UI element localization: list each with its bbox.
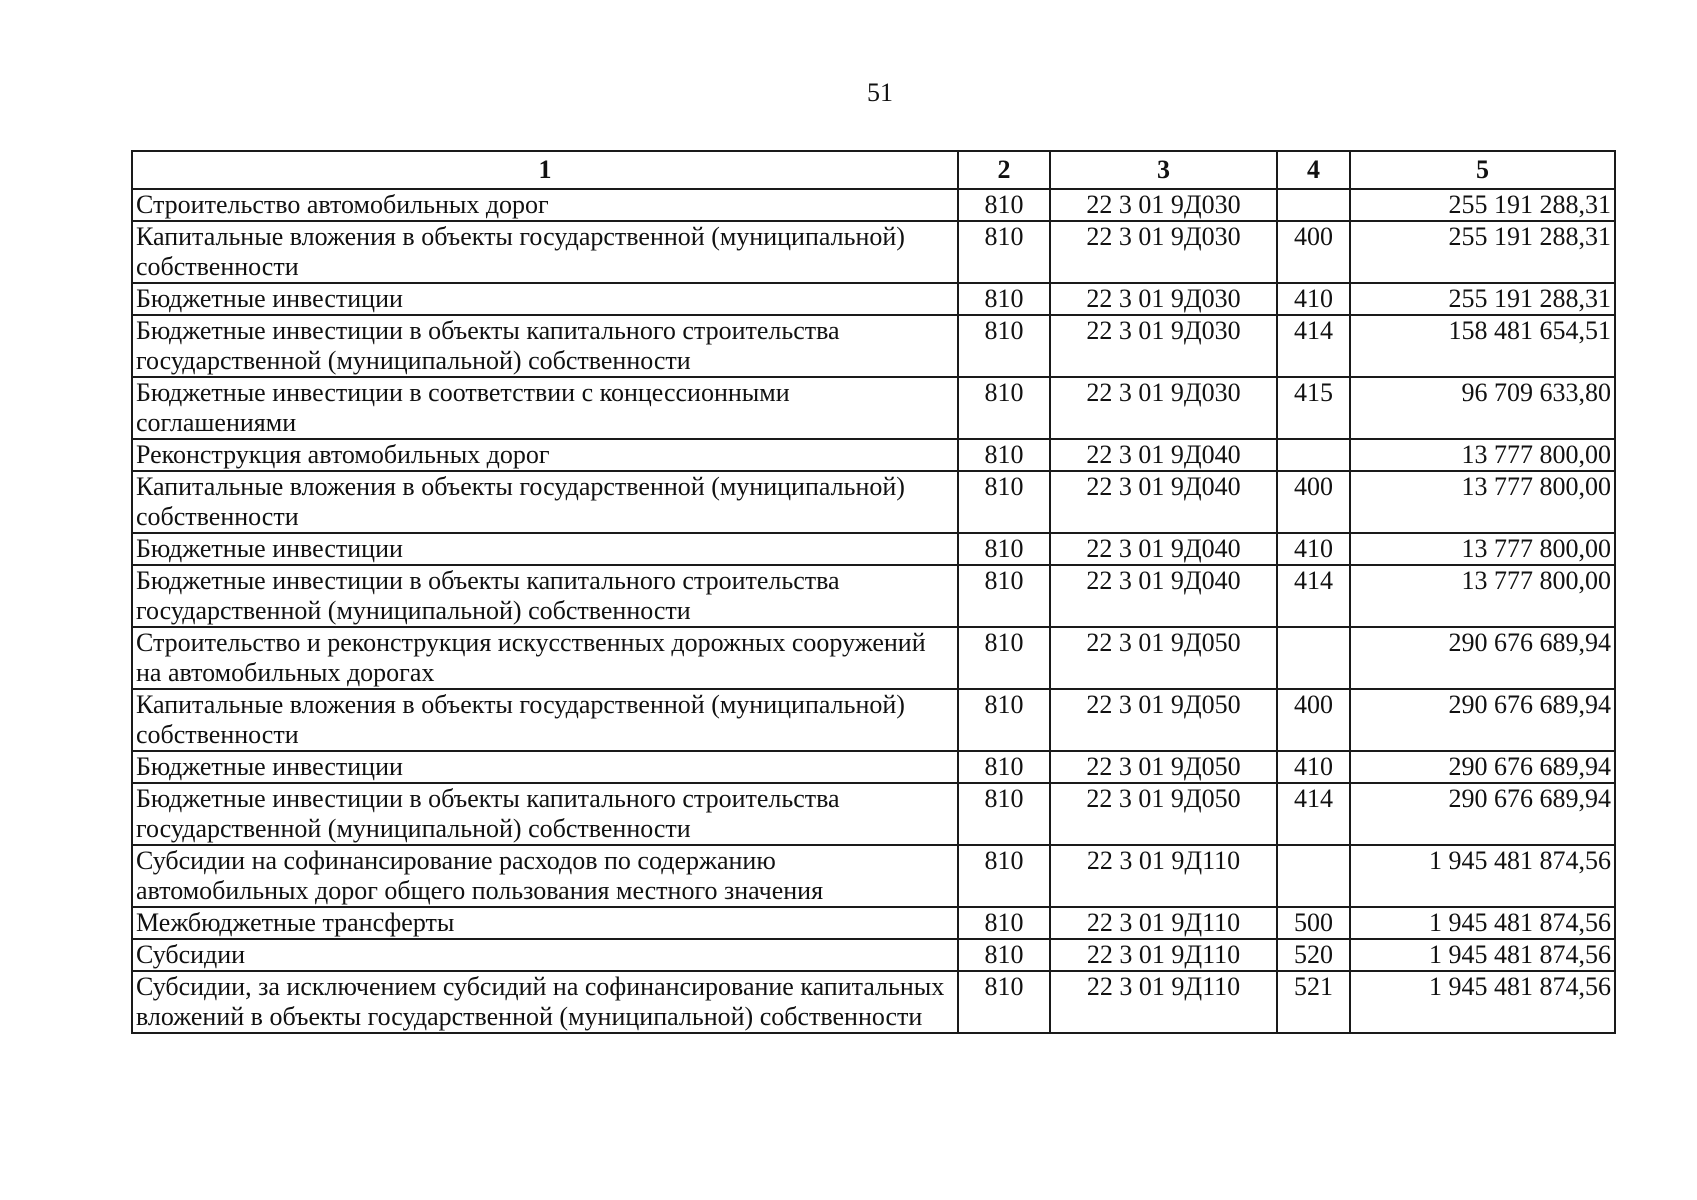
- row-name-cell: Реконструкция автомобильных дорог: [132, 439, 958, 471]
- table-row: [132, 689, 1615, 751]
- row-col5-cell: 1 945 481 874,56: [1350, 907, 1615, 939]
- row-name-cell: Субсидии на софинансирование расходов по содержанию автомобильных дорог общего пользования местного значения: [132, 845, 958, 907]
- row-col4-cell: [1277, 845, 1350, 907]
- row-col4-cell: [1277, 189, 1350, 221]
- table-body: [132, 189, 1615, 1033]
- row-col3-cell: 22 3 01 9Д030: [1050, 283, 1277, 315]
- row-name-cell: Бюджетные инвестиции в объекты капитального строительства государственной (муниципальной) собственности: [132, 315, 958, 377]
- table-row: [132, 439, 1615, 471]
- row-col5-cell: 290 676 689,94: [1350, 627, 1615, 689]
- row-name-cell: Бюджетные инвестиции: [132, 283, 958, 315]
- row-col2-cell: 810: [958, 627, 1050, 689]
- row-col2-cell: 810: [958, 783, 1050, 845]
- row-col2-cell: 810: [958, 751, 1050, 783]
- row-col5-cell: 290 676 689,94: [1350, 751, 1615, 783]
- row-col4-cell: 414: [1277, 783, 1350, 845]
- row-col4-cell: 500: [1277, 907, 1350, 939]
- row-name-cell: Бюджетные инвестиции в соответствии с концессионными соглашениями: [132, 377, 958, 439]
- row-col2-cell: 810: [958, 471, 1050, 533]
- table-row: [132, 315, 1615, 377]
- table-row: [132, 907, 1615, 939]
- row-name-cell: Межбюджетные трансферты: [132, 907, 958, 939]
- header-col-4: 4: [1277, 151, 1350, 189]
- budget-table: [131, 150, 1616, 1034]
- row-col2-cell: 810: [958, 221, 1050, 283]
- table-row: [132, 221, 1615, 283]
- row-col3-cell: 22 3 01 9Д030: [1050, 221, 1277, 283]
- table-row: [132, 783, 1615, 845]
- row-name-cell: Бюджетные инвестиции: [132, 751, 958, 783]
- row-name-cell: Капитальные вложения в объекты государственной (муниципальной) собственности: [132, 221, 958, 283]
- row-col3-cell: 22 3 01 9Д030: [1050, 189, 1277, 221]
- row-col3-cell: 22 3 01 9Д110: [1050, 907, 1277, 939]
- row-col5-cell: 13 777 800,00: [1350, 471, 1615, 533]
- row-col3-cell: 22 3 01 9Д050: [1050, 689, 1277, 751]
- table-row: [132, 971, 1615, 1033]
- table-row: [132, 565, 1615, 627]
- table-row: [132, 939, 1615, 971]
- row-name-cell: Субсидии, за исключением субсидий на софинансирование капитальных вложений в объекты государственной (муниципальной) собственности: [132, 971, 958, 1033]
- row-col3-cell: 22 3 01 9Д040: [1050, 471, 1277, 533]
- row-col3-cell: 22 3 01 9Д110: [1050, 939, 1277, 971]
- row-col3-cell: 22 3 01 9Д040: [1050, 439, 1277, 471]
- header-col-2: 2: [958, 151, 1050, 189]
- row-col4-cell: [1277, 627, 1350, 689]
- row-col3-cell: 22 3 01 9Д110: [1050, 845, 1277, 907]
- row-col4-cell: 400: [1277, 471, 1350, 533]
- row-col3-cell: 22 3 01 9Д110: [1050, 971, 1277, 1033]
- row-name-cell: Бюджетные инвестиции в объекты капитального строительства государственной (муниципальной) собственности: [132, 565, 958, 627]
- row-col5-cell: 255 191 288,31: [1350, 221, 1615, 283]
- row-col2-cell: 810: [958, 907, 1050, 939]
- table-row: [132, 189, 1615, 221]
- table-row: [132, 377, 1615, 439]
- header-col-1: 1: [132, 151, 958, 189]
- row-name-cell: Бюджетные инвестиции в объекты капитального строительства государственной (муниципальной) собственности: [132, 783, 958, 845]
- row-col3-cell: 22 3 01 9Д040: [1050, 565, 1277, 627]
- row-col4-cell: 400: [1277, 689, 1350, 751]
- row-col4-cell: 410: [1277, 283, 1350, 315]
- table-header-row: [132, 151, 1615, 189]
- row-col2-cell: 810: [958, 189, 1050, 221]
- row-col2-cell: 810: [958, 689, 1050, 751]
- row-col2-cell: 810: [958, 315, 1050, 377]
- row-col5-cell: 255 191 288,31: [1350, 283, 1615, 315]
- row-col4-cell: 521: [1277, 971, 1350, 1033]
- header-col-5: 5: [1350, 151, 1615, 189]
- row-col5-cell: 1 945 481 874,56: [1350, 939, 1615, 971]
- row-col3-cell: 22 3 01 9Д050: [1050, 627, 1277, 689]
- row-col2-cell: 810: [958, 971, 1050, 1033]
- row-col2-cell: 810: [958, 283, 1050, 315]
- table-row: [132, 283, 1615, 315]
- row-col3-cell: 22 3 01 9Д030: [1050, 377, 1277, 439]
- table-row: [132, 627, 1615, 689]
- header-col-3: 3: [1050, 151, 1277, 189]
- row-col2-cell: 810: [958, 533, 1050, 565]
- row-col2-cell: 810: [958, 939, 1050, 971]
- row-col2-cell: 810: [958, 439, 1050, 471]
- row-col4-cell: 410: [1277, 751, 1350, 783]
- row-col4-cell: 520: [1277, 939, 1350, 971]
- row-col2-cell: 810: [958, 845, 1050, 907]
- row-name-cell: Строительство и реконструкция искусственных дорожных сооружений на автомобильных дорогах: [132, 627, 958, 689]
- row-col5-cell: 1 945 481 874,56: [1350, 845, 1615, 907]
- row-col4-cell: 410: [1277, 533, 1350, 565]
- row-col5-cell: 13 777 800,00: [1350, 533, 1615, 565]
- row-col5-cell: 255 191 288,31: [1350, 189, 1615, 221]
- row-col2-cell: 810: [958, 377, 1050, 439]
- row-col5-cell: 290 676 689,94: [1350, 689, 1615, 751]
- row-name-cell: Строительство автомобильных дорог: [132, 189, 958, 221]
- table-row: [132, 845, 1615, 907]
- row-col5-cell: 13 777 800,00: [1350, 565, 1615, 627]
- table-row: [132, 471, 1615, 533]
- row-col5-cell: 96 709 633,80: [1350, 377, 1615, 439]
- row-col4-cell: 415: [1277, 377, 1350, 439]
- row-col3-cell: 22 3 01 9Д050: [1050, 783, 1277, 845]
- row-col5-cell: 158 481 654,51: [1350, 315, 1615, 377]
- row-col5-cell: 13 777 800,00: [1350, 439, 1615, 471]
- row-col4-cell: 400: [1277, 221, 1350, 283]
- row-col3-cell: 22 3 01 9Д030: [1050, 315, 1277, 377]
- table-row: [132, 533, 1615, 565]
- row-name-cell: Бюджетные инвестиции: [132, 533, 958, 565]
- row-col4-cell: 414: [1277, 565, 1350, 627]
- row-name-cell: Капитальные вложения в объекты государственной (муниципальной) собственности: [132, 471, 958, 533]
- row-col5-cell: 1 945 481 874,56: [1350, 971, 1615, 1033]
- row-col2-cell: 810: [958, 565, 1050, 627]
- row-col3-cell: 22 3 01 9Д040: [1050, 533, 1277, 565]
- row-name-cell: Капитальные вложения в объекты государственной (муниципальной) собственности: [132, 689, 958, 751]
- table-row: [132, 751, 1615, 783]
- row-col4-cell: [1277, 439, 1350, 471]
- row-name-cell: Субсидии: [132, 939, 958, 971]
- row-col5-cell: 290 676 689,94: [1350, 783, 1615, 845]
- row-col4-cell: 414: [1277, 315, 1350, 377]
- page-number: 51: [867, 78, 893, 107]
- row-col3-cell: 22 3 01 9Д050: [1050, 751, 1277, 783]
